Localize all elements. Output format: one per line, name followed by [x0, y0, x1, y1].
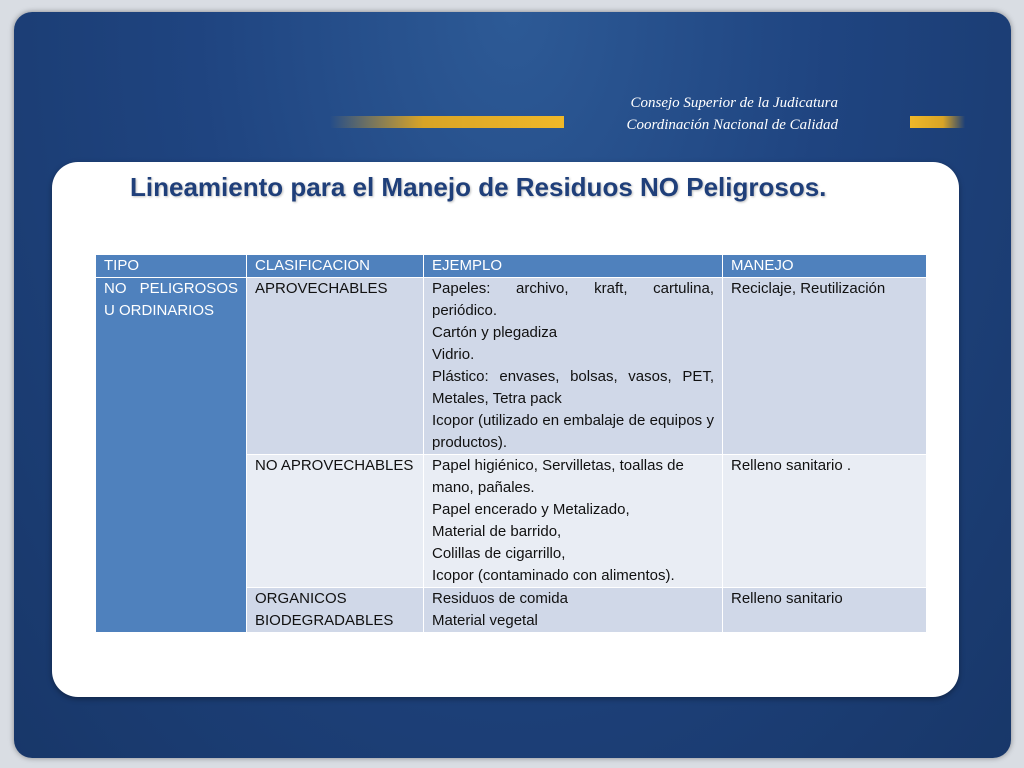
ejemplo-item: Cartón y plegadiza	[432, 324, 558, 341]
header-ejemplo: EJEMPLO	[424, 255, 723, 278]
ejemplo-item: Papel higiénico, Servilletas, toallas de mano, pañales.	[432, 457, 684, 496]
organization-unit: Coordinación Nacional de Calidad	[626, 117, 838, 133]
waste-table	[95, 254, 927, 633]
manejo-cell: Reciclaje, Reutilización	[723, 278, 927, 455]
tipo-cell: NO PELIGROSOS U ORDINARIOS	[96, 278, 247, 633]
ejemplo-cell	[424, 278, 723, 455]
table-row	[96, 278, 927, 455]
ejemplo-item: Material vegetal	[432, 612, 538, 629]
ejemplo-item: Papeles: archivo, kraft, cartulina, periódico.	[432, 280, 714, 319]
organization-name: Consejo Superior de la Judicatura	[630, 95, 838, 111]
manejo-cell: Relleno sanitario .	[723, 455, 927, 588]
header-manejo: MANEJO	[723, 255, 927, 278]
ejemplo-item: Material de barrido,	[432, 523, 562, 540]
ejemplo-item: Papel encerado y Metalizado,	[432, 501, 630, 518]
ejemplo-cell	[424, 455, 723, 588]
header-clasificacion: CLASIFICACION	[247, 255, 424, 278]
ejemplo-item: Icopor (contaminado con alimentos).	[432, 567, 675, 584]
manejo-cell: Relleno sanitario	[723, 588, 927, 633]
page-title: Lineamiento para el Manejo de Residuos NO Peligrosos.	[130, 172, 827, 202]
clasificacion-cell: APROVECHABLES	[247, 278, 424, 455]
organization-header	[560, 92, 838, 136]
clasificacion-cell: NO APROVECHABLES	[247, 455, 424, 588]
ejemplo-item: Residuos de comida	[432, 590, 568, 607]
gold-accent-bar-left	[330, 116, 564, 128]
ejemplo-item: Vidrio.	[432, 346, 475, 363]
header-tipo: TIPO	[96, 255, 247, 278]
clasificacion-cell: ORGANICOS BIODEGRADABLES	[247, 588, 424, 633]
table-header-row	[96, 255, 927, 278]
ejemplo-item: Icopor (utilizado en embalaje de equipos y productos).	[432, 412, 714, 451]
ejemplo-item: Colillas de cigarrillo,	[432, 545, 566, 562]
ejemplo-item: Plástico: envases, bolsas, vasos, PET, Metales, Tetra pack	[432, 368, 714, 407]
ejemplo-cell	[424, 588, 723, 633]
gold-accent-bar-right	[910, 116, 965, 128]
